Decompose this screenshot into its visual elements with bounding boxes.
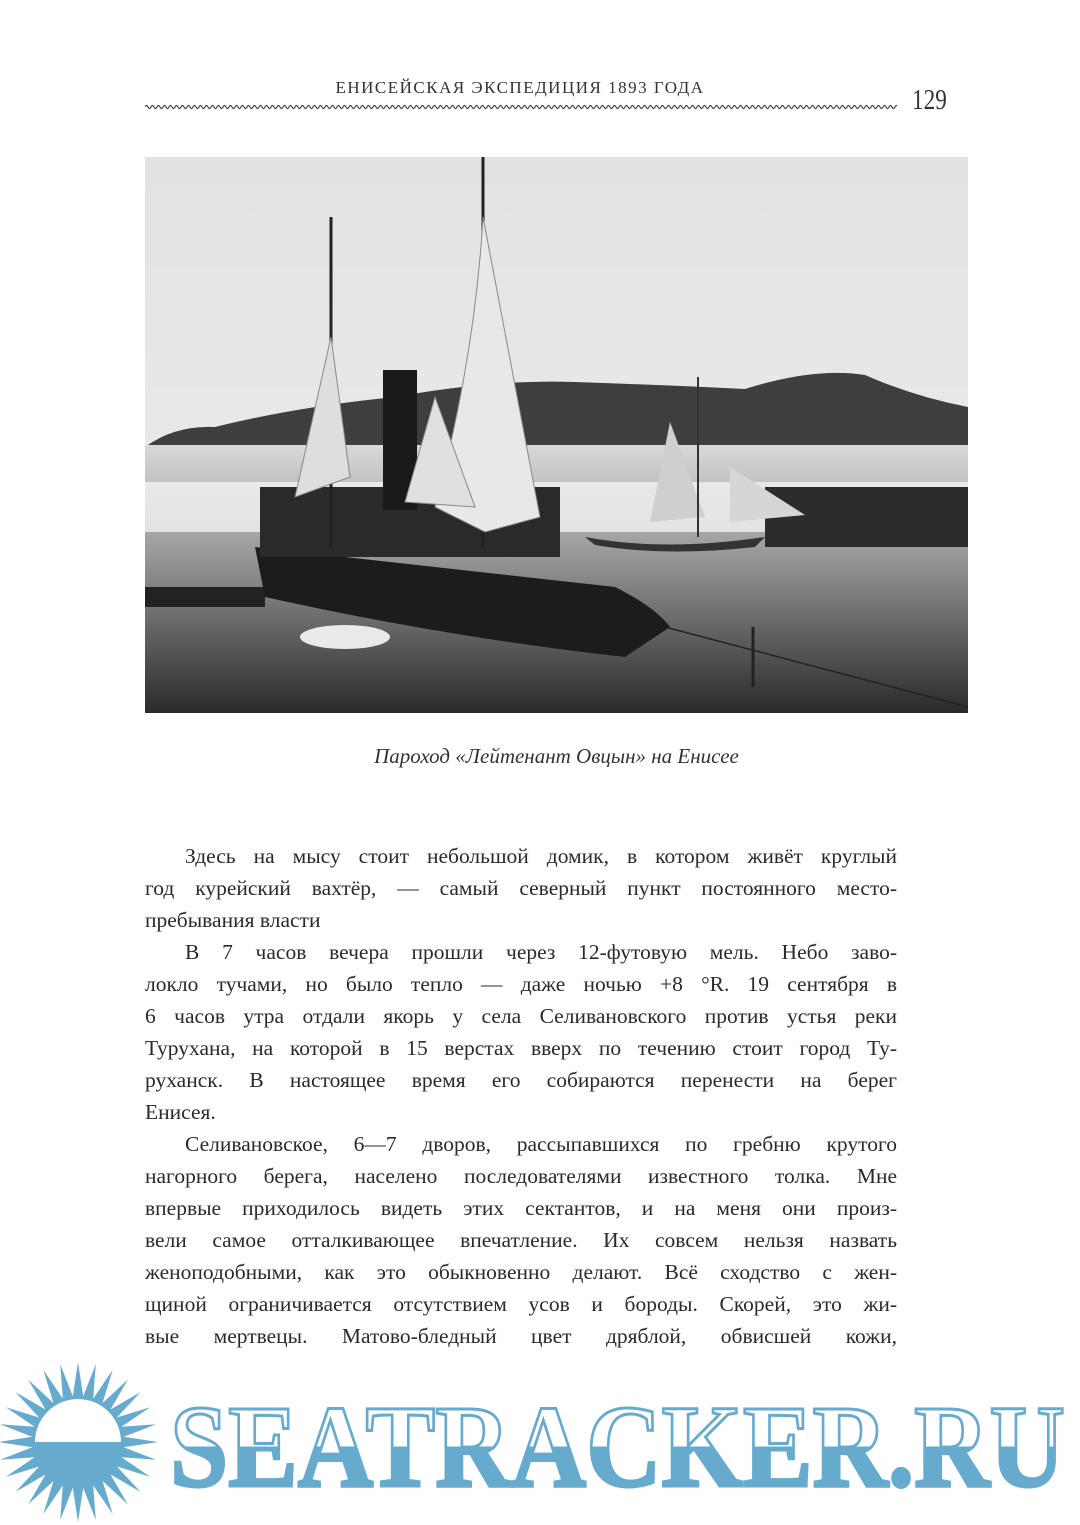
text-line: Енисея. bbox=[145, 1100, 216, 1124]
text-line: Турухана, на которой в 15 верстах вверх по течению стоит город Ту- bbox=[145, 1036, 897, 1060]
seatracker-watermark bbox=[0, 1362, 1080, 1525]
text-line: нагорного берега, населено последователями известного толка. Мне bbox=[145, 1164, 897, 1188]
figure-caption: Пароход «Лейтенант Овцын» на Енисее bbox=[374, 744, 739, 768]
sun-logo-icon bbox=[0, 1362, 158, 1522]
text-line: впервые приходилось видеть этих сектантов, и на меня они произ- bbox=[145, 1196, 897, 1220]
text-line: руханск. В настоящее время его собираются перенести на берег bbox=[145, 1068, 897, 1092]
page-number: 129 bbox=[912, 84, 947, 116]
steamship-photo bbox=[145, 157, 968, 713]
body-text bbox=[145, 840, 897, 1352]
text-line: вели самое отталкивающее впечатление. Их совсем нельзя назвать bbox=[145, 1228, 897, 1252]
text-line: женоподобными, как это обыкновенно делают. Всё сходство с жен- bbox=[145, 1260, 897, 1284]
watermark-text: SEATRACKER.RU bbox=[170, 1381, 1065, 1512]
text-line: Селивановское, 6—7 дворов, рассыпавшихся по гребню крутого bbox=[185, 1132, 897, 1156]
text-line: 6 часов утра отдали якорь у села Селивановского против устья реки bbox=[145, 1004, 897, 1028]
text-line: Здесь на мысу стоит небольшой домик, в котором живёт круглый bbox=[185, 844, 897, 868]
text-line: щиной ограничивается отсутствием усов и бороды. Скорей, это жи- bbox=[145, 1292, 897, 1316]
text-line: локло тучами, но было тепло — даже ночью +8 °R. 19 сентября в bbox=[145, 972, 897, 996]
text-line: В 7 часов вечера прошли через 12-футовую мель. Небо заво- bbox=[185, 940, 897, 964]
running-head-title: ЕНИСЕЙСКАЯ ЭКСПЕДИЦИЯ 1893 ГОДА bbox=[335, 78, 705, 97]
text-line: пребывания власти bbox=[145, 908, 321, 932]
text-line: год курейский вахтёр, — самый северный пункт постоянного место- bbox=[145, 876, 897, 900]
text-line: вые мертвецы. Матово-бледный цвет дряблой, обвисшей кожи, bbox=[145, 1324, 897, 1348]
header-wavy-rule bbox=[145, 102, 897, 112]
